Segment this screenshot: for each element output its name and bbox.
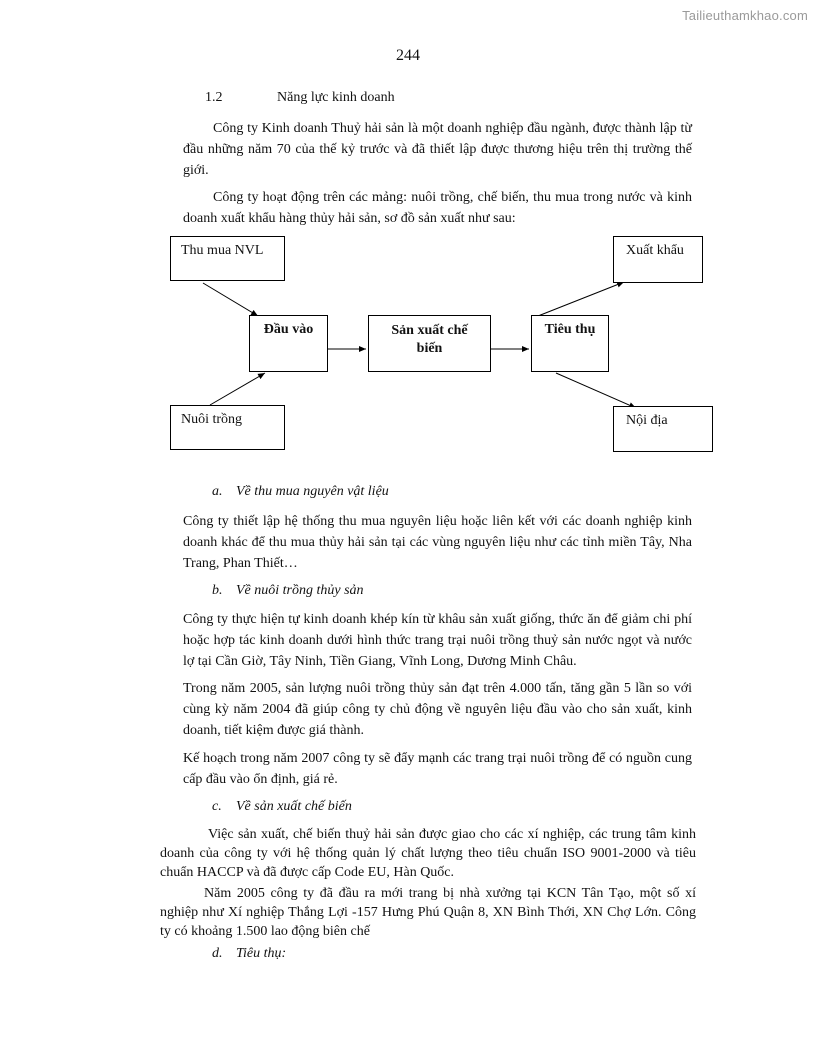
heading-b: [212, 583, 364, 599]
section-title: Năng lực kinh doanh: [277, 90, 395, 105]
section-b-text2: Trong năm 2005, sản lượng nuôi trồng thủy sản đạt trên 4.000 tấn, tăng gần 5 lần so với cùng kỳ năm 2004 đã giúp công ty chủ động về nguyên liệu đầu vào cho sản xuất, kinh doanh, tiết kiệm được giá thành.: [183, 681, 692, 738]
heading-b-title: Về nuôi trồng thủy sản: [236, 583, 364, 598]
box-san-xuat-line2: biến: [416, 341, 443, 356]
section-b-text3: Kế hoạch trong năm 2007 công ty sẽ đẩy mạnh các trang trại nuôi trồng để có nguồn cung cấp đầu vào ổn định, giá rẻ.: [183, 751, 692, 787]
heading-d-title: Tiêu thụ:: [236, 946, 287, 961]
heading-a: [212, 484, 389, 500]
box-san-xuat-che-bien: [368, 315, 491, 372]
intro-paragraph: Công ty Kinh doanh Thuỷ hải sản là một doanh nghiệp đầu ngành, được thành lập từ đầu những năm 70 của thế kỷ trước và đã thiết lập được thương hiệu trên thị trường thế giới.: [183, 121, 692, 178]
box-tieu-thu: Tiêu thụ: [531, 315, 609, 372]
box-dau-vao: Đầu vào: [249, 315, 328, 372]
arrow-nuoitrong-dauvao: [210, 373, 265, 405]
page-number: 244: [396, 47, 420, 64]
heading-b-letter: b.: [212, 583, 223, 598]
box-noi-dia: Nội địa: [613, 406, 713, 452]
arrow-tieuthu-noidia: [556, 373, 636, 408]
heading-d: [212, 946, 286, 962]
activities-paragraph: Công ty hoạt động trên các mảng: nuôi trồng, chế biến, thu mua trong nước và kinh doanh xuất khẩu hàng thủy hải sản, sơ đồ sản xuất như sau:: [183, 190, 692, 226]
section-c-text2: Năm 2005 công ty đã đầu ra mới trang bị nhà xưởng tại KCN Tân Tạo, một số xí nghiệp như Xí nghiệp Thắng Lợi -157 Hưng Phú Quận 8, XN Bình Thới, XN Chợ Lớn. Công ty có khoảng 1.500 lao động biên chế: [160, 886, 696, 939]
heading-c: [212, 799, 352, 815]
watermark: Tailieuthamkhao.com: [682, 8, 808, 23]
heading-c-title: Về sản xuất chế biến: [236, 799, 352, 814]
section-number: 1.2: [205, 90, 223, 105]
section-c-text1: Việc sản xuất, chế biến thuỷ hải sản được giao cho các xí nghiệp, các trung tâm kinh doanh của công ty với hệ thống quản lý chất lượng theo tiêu chuẩn ISO 9001-2000 và tiêu chuẩn HACCP và đã được cấp Code EU, Hàn Quốc.: [160, 827, 696, 880]
box-san-xuat-line1: Sản xuất chế: [391, 323, 468, 338]
heading-a-letter: a.: [212, 484, 223, 499]
box-xuat-khau: Xuất khẩu: [613, 236, 703, 283]
heading-d-letter: d.: [212, 946, 223, 961]
section-a-text: Công ty thiết lập hệ thống thu mua nguyên liệu hoặc liên kết với các doanh nghiệp kinh doanh khác để thu mua thủy hải sản tại các vùng nguyên liệu như các tỉnh miền Tây, Nha Trang, Phan Thiết…: [183, 514, 692, 571]
arrow-tieuthu-xuatkhau: [538, 282, 624, 316]
heading-a-title: Về thu mua nguyên vật liệu: [236, 484, 389, 499]
box-nuoi-trong: Nuôi trồng: [170, 405, 285, 450]
box-thu-mua-nvl: Thu mua NVL: [170, 236, 285, 281]
heading-c-letter: c.: [212, 799, 222, 814]
arrow-thumua-dauvao: [203, 283, 258, 316]
section-b-text1: Công ty thực hiện tự kinh doanh khép kín từ khâu sản xuất giống, thức ăn để giảm chi phí hoặc hợp tác kinh doanh dưới hình thức trang trại nuôi trồng thuỷ sản nước ngọt và nước lợ tại Cần Giờ, Tây Ninh, Tiền Giang, Vĩnh Long, Dương Minh Châu.: [183, 612, 692, 669]
